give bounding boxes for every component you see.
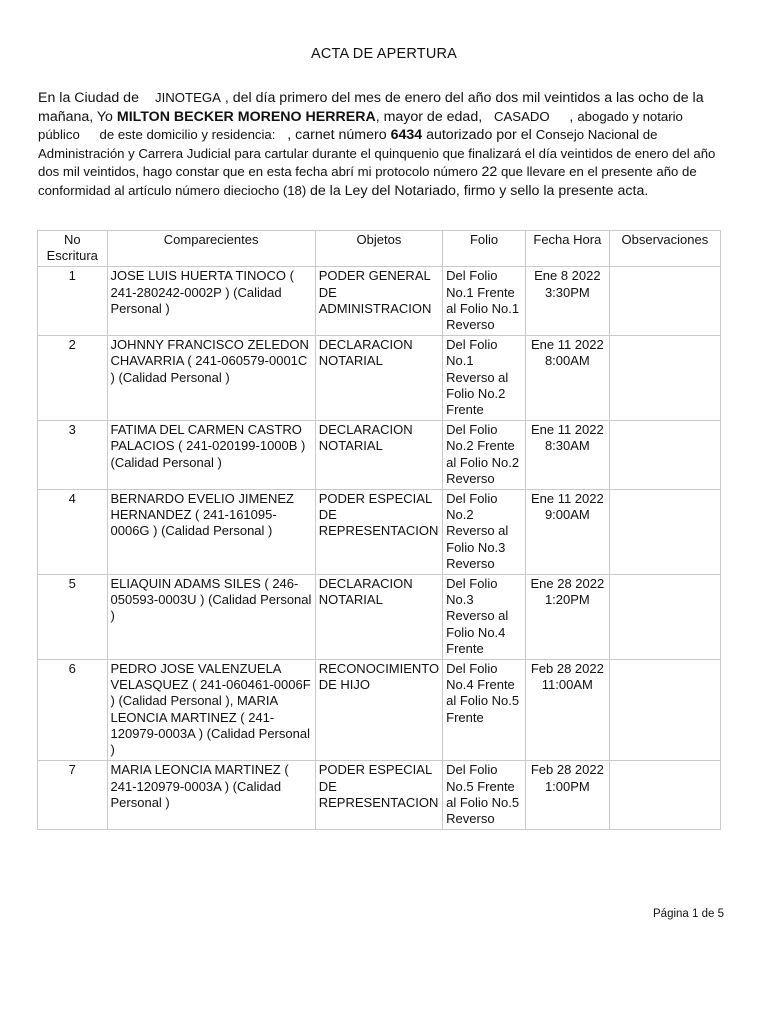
intro-text-8: Consejo Nacional de Administración y Carrera Judicial para cartular durante el quinquenio que finalizará el día veintidos de enero del año dos mil veintidos, hago constar que en esta fecha abrí mi protocolo número (38, 127, 716, 180)
cell-comparecientes: MARIA LEONCIA MARTINEZ ( 241-120979-0003A ) (Calidad Personal ) (107, 761, 315, 830)
deeds-register-table (37, 230, 721, 830)
cell-objetos: PODER GENERAL DE ADMINISTRACION (315, 267, 442, 336)
header-fecha-hora: Fecha Hora (525, 231, 609, 267)
table-row (38, 421, 721, 490)
cell-fecha-hora: Ene 8 2022 3:30PM (525, 267, 609, 336)
city-field: JINOTEGA (154, 90, 221, 105)
table-header-row (38, 231, 721, 267)
page-number: Página 1 de 5 (653, 908, 724, 920)
carnet-number: 6434 (390, 127, 423, 144)
cell-objetos: DECLARACION NOTARIAL (315, 336, 442, 421)
intro-text-1: En la Ciudad de (38, 90, 139, 106)
cell-no: 1 (38, 267, 108, 336)
domicile-field: de este domicilio y residencia: (99, 127, 276, 143)
cell-folio: Del Folio No.5 Frente al Folio No.5 Reverso (443, 761, 526, 830)
table-row (38, 575, 721, 660)
civil-status-field: CASADO (493, 108, 550, 124)
protocol-number: 22 (481, 164, 498, 181)
cell-no: 7 (38, 761, 108, 830)
cell-comparecientes: BERNARDO EVELIO JIMENEZ HERNANDEZ ( 241-161095-0006G ) (Calidad Personal ) (107, 490, 315, 575)
cell-no: 4 (38, 490, 108, 575)
cell-fecha-hora: Feb 28 2022 11:00AM (525, 660, 609, 761)
cell-no: 5 (38, 575, 108, 660)
cell-objetos: RECONOCIMIENTO DE HIJO (315, 660, 442, 761)
cell-comparecientes: JOSE LUIS HUERTA TINOCO ( 241-280242-0002P ) (Calidad Personal ) (107, 267, 315, 336)
cell-folio: Del Folio No.1 Frente al Folio No.1 Reverso (443, 267, 526, 336)
cell-observaciones (609, 267, 720, 336)
intro-text-4: , (569, 108, 574, 125)
notary-name: MILTON BECKER MORENO HERRERA (116, 108, 376, 125)
cell-observaciones (609, 421, 720, 490)
cell-no: 6 (38, 660, 108, 761)
header-no-escritura: No Escritura (38, 231, 108, 267)
cell-folio: Del Folio No.1 Reverso al Folio No.2 Frente (443, 336, 526, 421)
table-row (38, 267, 721, 336)
cell-comparecientes: FATIMA DEL CARMEN CASTRO PALACIOS ( 241-020199-1000B ) (Calidad Personal ) (107, 421, 315, 490)
cell-objetos: DECLARACION NOTARIAL (315, 421, 442, 490)
cell-no: 3 (38, 421, 108, 490)
table-row (38, 660, 721, 761)
cell-objetos: PODER ESPECIAL DE REPRESENTACION (315, 761, 442, 830)
profession-field: abogado y notario público (38, 108, 683, 143)
header-observaciones: Observaciones (609, 231, 720, 267)
cell-objetos: PODER ESPECIAL DE REPRESENTACION (315, 490, 442, 575)
table-row (38, 336, 721, 421)
cell-fecha-hora: Ene 11 2022 8:00AM (525, 336, 609, 421)
cell-observaciones (609, 575, 720, 660)
cell-observaciones (609, 490, 720, 575)
intro-text-10: de la Ley del Notariado, firmo y sello la presente acta. (309, 182, 649, 199)
intro-text-6: , carnet número (287, 127, 391, 144)
intro-text-3: , mayor de edad, (375, 108, 483, 125)
intro-text-7: autorizado por el (422, 127, 532, 144)
cell-comparecientes: PEDRO JOSE VALENZUELA VELASQUEZ ( 241-060461-0006F ) (Calidad Personal ), MARIA LEONCIA MARTINEZ ( 241-120979-0003A ) (Calidad Personal ) (107, 660, 315, 761)
cell-folio: Del Folio No.4 Frente al Folio No.5 Frente (443, 660, 526, 761)
cell-observaciones (609, 761, 720, 830)
header-objetos: Objetos (315, 231, 442, 267)
cell-fecha-hora: Ene 11 2022 9:00AM (525, 490, 609, 575)
intro-text-2: , del día primero del mes de enero del año dos mil veintidos a las ocho de la mañana, Yo (38, 90, 704, 125)
cell-comparecientes: ELIAQUIN ADAMS SILES ( 246-050593-0003U ) (Calidad Personal ) (107, 575, 315, 660)
cell-observaciones (609, 660, 720, 761)
document-title: ACTA DE APERTURA (310, 46, 458, 62)
cell-folio: Del Folio No.2 Reverso al Folio No.3 Reverso (443, 490, 526, 575)
cell-fecha-hora: Ene 11 2022 8:30AM (525, 421, 609, 490)
header-comparecientes: Comparecientes (107, 231, 315, 267)
intro-text-9: que llevare en el presente año de conformidad al artículo número dieciocho (18) (38, 164, 697, 198)
table-row (38, 761, 721, 830)
cell-objetos: DECLARACION NOTARIAL (315, 575, 442, 660)
table-row (38, 490, 721, 575)
cell-no: 2 (38, 336, 108, 421)
header-folio: Folio (443, 231, 526, 267)
cell-comparecientes: JOHNNY FRANCISCO ZELEDON CHAVARRIA ( 241-060579-0001C ) (Calidad Personal ) (107, 336, 315, 421)
cell-observaciones (609, 336, 720, 421)
cell-folio: Del Folio No.2 Frente al Folio No.2 Reverso (443, 421, 526, 490)
cell-fecha-hora: Feb 28 2022 1:00PM (525, 761, 609, 830)
cell-fecha-hora: Ene 28 2022 1:20PM (525, 575, 609, 660)
cell-folio: Del Folio No.3 Reverso al Folio No.4 Frente (443, 575, 526, 660)
opening-paragraph (38, 89, 728, 201)
